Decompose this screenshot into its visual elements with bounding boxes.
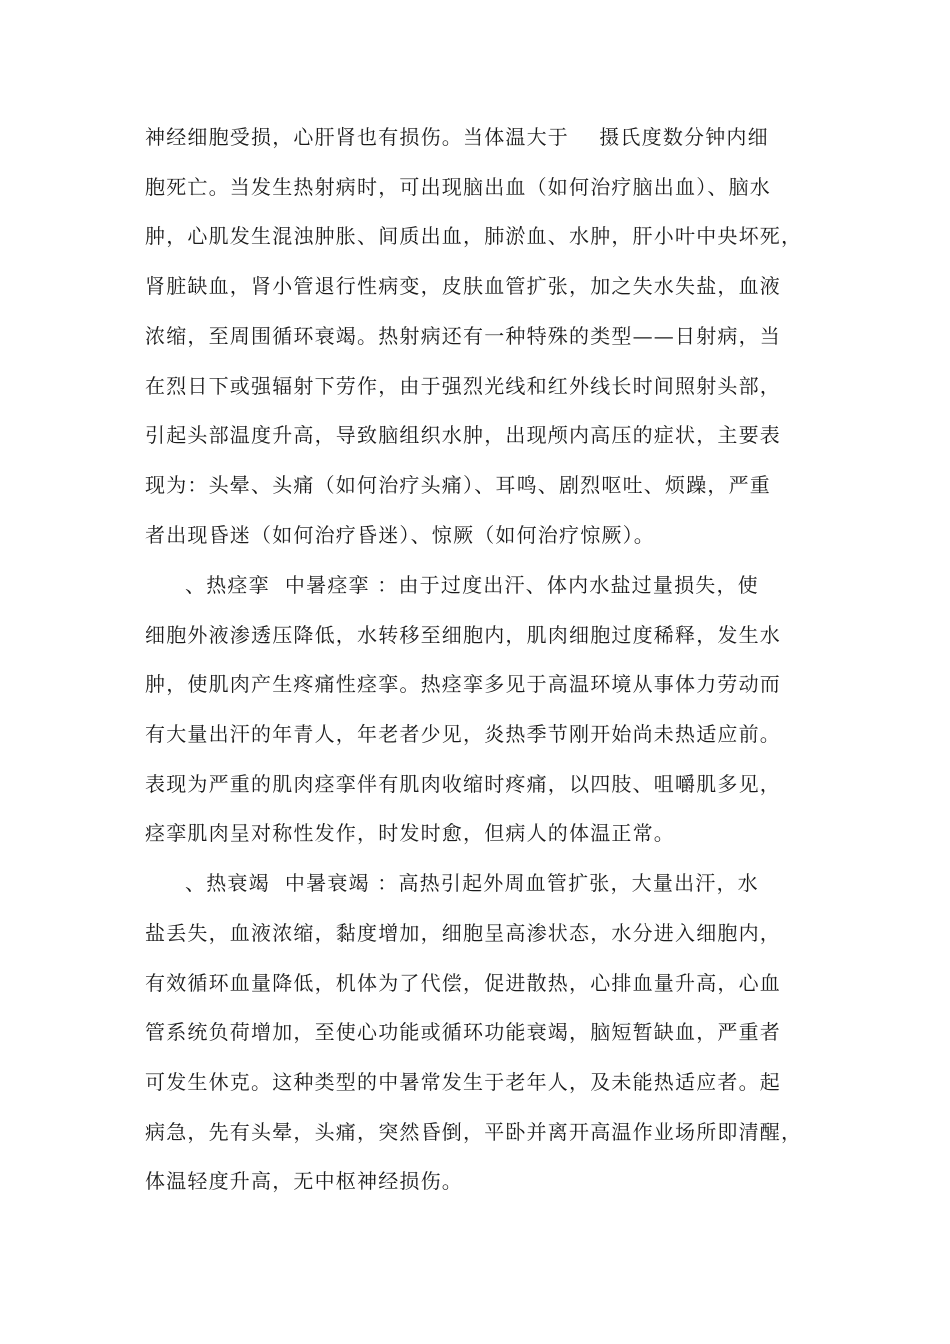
text-line: 有大量出汗的年青人，年老者少见，炎热季节刚开始尚未热适应前。	[145, 722, 781, 746]
section-heading-line: 、热痉挛 中暑痉挛 ：由于过度出汗、体内水盐过量损失，使	[185, 573, 759, 597]
text-line: 在烈日下或强辐射下劳作，由于强烈光线和红外线长时间照射头部，	[145, 374, 781, 398]
section-heading-line: 、热衰竭 中暑衰竭 ：高热引起外周血管扩张，大量出汗，水	[185, 871, 759, 895]
text-line: 胞死亡。当发生热射病时，可出现脑出血（如何治疗脑出血）、脑水	[145, 175, 771, 199]
text-line: 病急，先有头晕，头痛，突然昏倒，平卧并离开高温作业场所即清醒，	[145, 1120, 803, 1144]
text-line: 现为：头晕、头痛（如何治疗头痛）、耳鸣、剧烈呕吐、烦躁，严重	[145, 473, 771, 497]
text-line: 体温轻度升高，无中枢神经损伤。	[145, 1169, 463, 1193]
text-line: 表现为严重的肌肉痉挛伴有肌肉收缩时疼痛，以四肢、咀嚼肌多见，	[145, 772, 781, 796]
text-line: 管系统负荷增加，至使心功能或循环功能衰竭，脑短暂缺血，严重者	[145, 1020, 781, 1044]
text-line: 肿，使肌肉产生疼痛性痉挛。热痉挛多见于高温环境从事体力劳动而	[145, 672, 781, 696]
text-line: 痉挛肌肉呈对称性发作，时发时愈，但病人的体温正常。	[145, 821, 675, 845]
text-line: 可发生休克。这种类型的中暑常发生于老年人，及未能热适应者。起	[145, 1070, 781, 1094]
text-line: 有效循环血量降低，机体为了代偿，促进散热，心排血量升高，心血	[145, 971, 781, 995]
text-line: 者出现昏迷（如何治疗昏迷）、惊厥（如何治疗惊厥）。	[145, 523, 655, 547]
text-line: 引起头部温度升高，导致脑组织水肿，出现颅内高压的症状，主要表	[145, 423, 781, 447]
text-line: 盐丢失，血液浓缩，黏度增加，细胞呈高渗状态，水分进入细胞内，	[145, 921, 781, 945]
text-line: 细胞外液渗透压降低，水转移至细胞内，肌肉细胞过度稀释，发生水	[145, 623, 781, 647]
text-line: 肿，心肌发生混浊肿胀、间质出血，肺淤血、水肿，肝小叶中央坏死，	[145, 224, 803, 248]
text-line: 肾脏缺血，肾小管退行性病变，皮肤血管扩张，加之失水失盐，血液	[145, 274, 781, 298]
text-line: 神经细胞受损，心肝肾也有损伤。当体温大于 摄氏度数分钟内细	[145, 125, 769, 149]
text-line: 浓缩，至周围循环衰竭。热射病还有一种特殊的类型——日射病，当	[145, 324, 781, 348]
